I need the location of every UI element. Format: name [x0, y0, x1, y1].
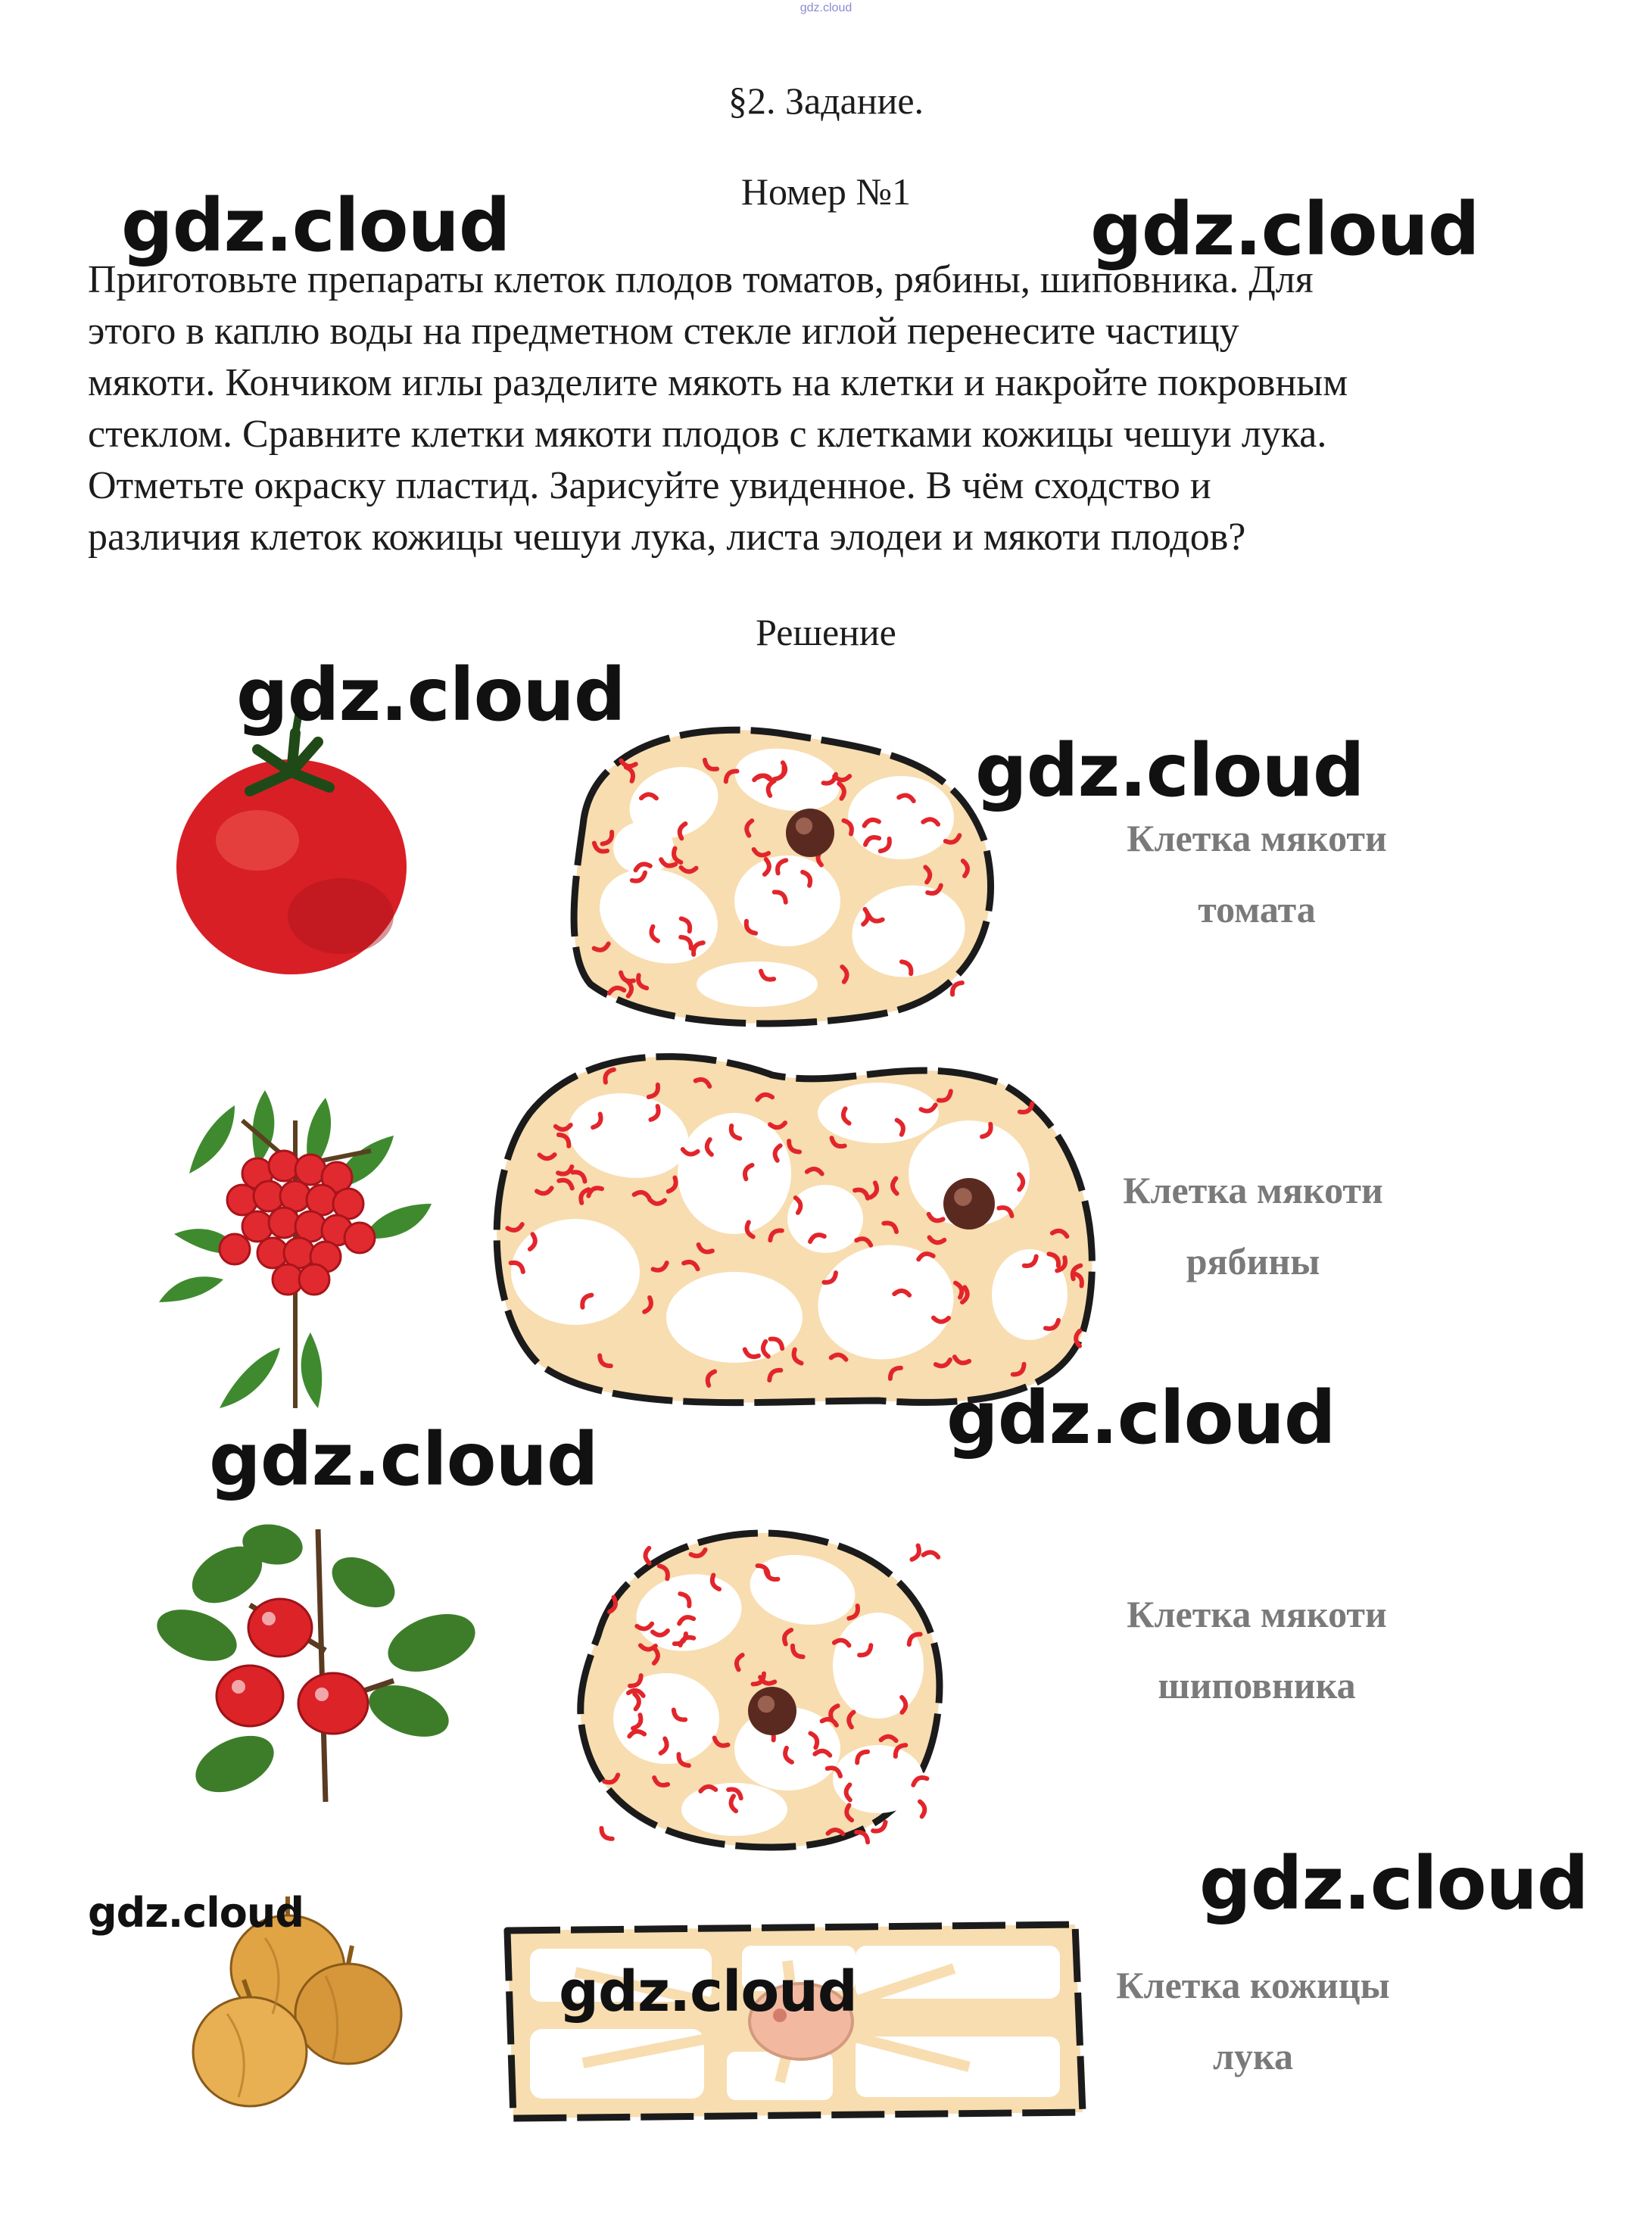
caption-line: шиповника: [1158, 1664, 1356, 1706]
watermark: gdz.cloud: [559, 1959, 857, 2024]
caption-rosehip: [1098, 1579, 1416, 1721]
rosehip-cell-diagram: [575, 1522, 954, 1855]
berry: [242, 1211, 273, 1242]
berry: [344, 1223, 375, 1253]
vacuole: [787, 1185, 863, 1253]
plastid: [912, 1546, 921, 1561]
berry: [269, 1151, 299, 1181]
caption-rowan: [1094, 1155, 1412, 1297]
task-text: [88, 254, 1602, 563]
top-watermark: gdz.cloud: [800, 2, 852, 14]
nucleus: [943, 1178, 995, 1229]
plastid: [856, 1829, 870, 1842]
watermark: gdz.cloud: [88, 1889, 304, 1937]
watermark: gdz.cloud: [1199, 1841, 1588, 1926]
task-line: этого в каплю воды на предметном стекле иглой перенесите частицу: [88, 310, 1239, 353]
tomato-illustration: [167, 727, 424, 984]
vacuole: [833, 1745, 924, 1813]
caption-line: Клетка мякоти: [1123, 1169, 1383, 1211]
nucleus-highlight: [758, 1696, 775, 1713]
rosehip-illustration: [144, 1514, 492, 1817]
task-line: мякоти. Кончиком иглы разделите мякоть на клетки и накройте покровным: [88, 361, 1348, 404]
watermark: gdz.cloud: [209, 1417, 598, 1502]
caption-line: Клетка мякоти: [1127, 817, 1387, 859]
plastid: [599, 1828, 612, 1842]
vacuole: [848, 776, 954, 859]
nucleus-highlight: [954, 1188, 972, 1206]
caption-line: Клетка мякоти: [1127, 1593, 1387, 1635]
berry: [299, 1264, 329, 1295]
caption-tomato: [1098, 803, 1416, 945]
task-number: Номер №1: [740, 170, 912, 213]
task-line: Приготовьте препараты клеток плодов томатов, рябины, шиповника. Для: [88, 258, 1314, 301]
tomato-cell-diagram: [560, 712, 999, 1030]
watermark: gdz.cloud: [121, 183, 510, 268]
caption-line: лука: [1212, 2035, 1294, 2077]
vacuole: [833, 1613, 924, 1719]
task-line: Отметьте окраску пластид. Зарисуйте увиденное. В чём сходство и: [88, 464, 1211, 507]
watermark: gdz.cloud: [236, 653, 625, 737]
task-line: стеклом. Сравните клетки мякоти плодов с клетками кожицы чешуи лука.: [88, 413, 1327, 456]
vacuole: [697, 961, 818, 1007]
berry: [227, 1185, 257, 1215]
berry: [220, 1234, 250, 1264]
rowan-illustration: [144, 1075, 477, 1431]
section-title: §2. Задание.: [728, 79, 924, 122]
vacuole: [818, 1083, 939, 1143]
plastid: [949, 980, 962, 995]
plastid: [923, 1551, 939, 1557]
watermark: gdz.cloud: [946, 1376, 1336, 1460]
plastid: [645, 1548, 649, 1563]
solution-label: Решение: [756, 611, 896, 653]
vacuole: [678, 1113, 791, 1234]
watermark: gdz.cloud: [975, 728, 1364, 813]
nucleus-highlight: [796, 818, 812, 834]
rowan-cell-diagram: [485, 1045, 1105, 1416]
caption-onion: [1094, 1949, 1412, 2092]
vacuole: [511, 1219, 640, 1325]
berry: [269, 1208, 299, 1238]
watermark: gdz.cloud: [1090, 187, 1479, 272]
caption-line: рябины: [1186, 1240, 1320, 1282]
nucleus: [786, 809, 834, 857]
caption-line: Клетка кожицы: [1116, 1964, 1390, 2006]
task-line: различия клеток кожицы чешуи лука, листа элодеи и мякоти плодов?: [88, 516, 1246, 559]
plastid: [920, 1801, 926, 1816]
caption-line: томата: [1198, 888, 1316, 930]
nucleus: [748, 1687, 796, 1735]
